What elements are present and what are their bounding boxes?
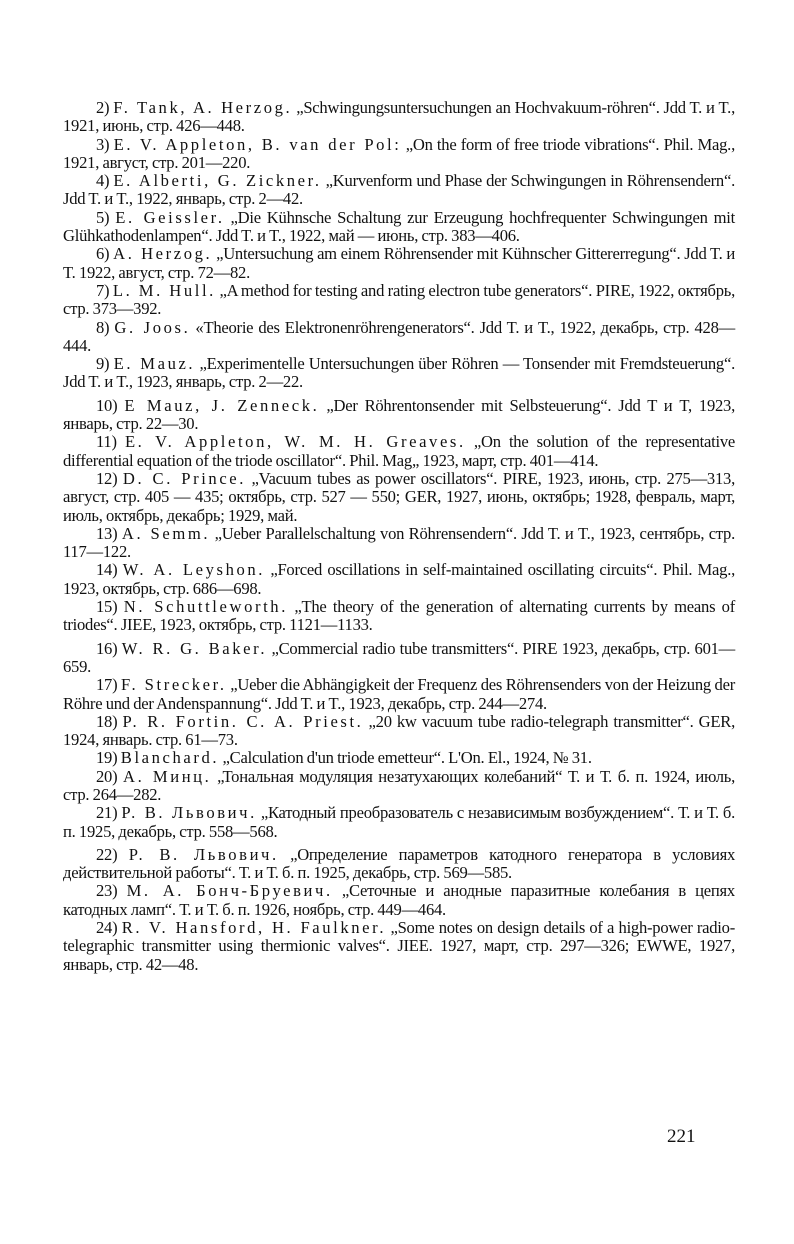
reference-author: W. A. Leyshon. (122, 560, 266, 580)
reference-author: Blanchard. (120, 748, 220, 768)
reference-text: „Определение параметров катодного генератора в условиях действительной работы“. Т. и Т. б. п. 1925, декабрь, стр. 569—585. (63, 844, 736, 883)
reference-number: 3) (96, 134, 110, 154)
reference-entry (63, 919, 735, 974)
reference-text: „Der Röhrentonsender mit Selbsteuerung“. Jdd T и T, 1923, январь, стр. 22—30. (63, 395, 735, 434)
reference-author: R. V. Hansford, H. Faulkner. (121, 918, 387, 938)
reference-author: P. R. Fortin. C. A. Priest. (122, 711, 364, 731)
reference-author: L. M. Hull. (112, 280, 216, 300)
reference-number: 4) (96, 171, 110, 191)
reference-author: G. Joos. (114, 317, 191, 337)
reference-entry (63, 713, 735, 750)
reference-entry (63, 525, 735, 562)
reference-entry (63, 640, 735, 677)
reference-author: D. C. Prince. (122, 468, 247, 488)
reference-number: 20) (96, 766, 118, 786)
reference-text: „Ueber die Abhängigkeit der Frequenz des Röhrensenders von der Heizung der Röhre und der Andenspannung“. Jdd T. и T., 1923, декабрь, стр. 244—274. (63, 675, 735, 713)
reference-author: F. Strecker. (120, 675, 227, 695)
reference-number: 11) (96, 432, 117, 452)
reference-entry (63, 433, 735, 470)
reference-text: „Calculation d'un triode emetteur“. L'On. El., 1924, № 31. (222, 748, 592, 768)
reference-number: 23) (96, 881, 118, 901)
reference-number: 24) (96, 918, 118, 938)
reference-text: „On the form of free triode vibrations“. Phil. Mag., 1921, август, стр. 201—220. (63, 134, 735, 172)
reference-entry (63, 598, 735, 635)
reference-text: „Forced oscillations in self-maintained oscillating circuits“. Phil. Mag., 1923, октябрь, стр. 686—698. (63, 560, 735, 598)
reference-text: „Сеточные и анодные паразитные колебания в цепях катодных ламп“. Т. и Т. б. п. 1926, ноябрь, стр. 449—464. (63, 881, 735, 919)
reference-text: „Commercial radio tube transmitters“. PIRE 1923, декабрь, стр. 601—659. (63, 638, 736, 676)
reference-author: F. Tank, A. Herzog. (113, 98, 293, 117)
reference-author: М. А. Бонч-Бруевич. (126, 881, 333, 901)
reference-author: E. V. Appleton, W. M. H. Greaves. (124, 432, 466, 452)
reference-number: 19) (96, 748, 118, 768)
reference-text: „Ueber Parallelschaltung von Röhrensendern“. Jdd T. и T., 1923, сентябрь, стр. 117—122. (63, 523, 735, 562)
reference-number: 15) (96, 597, 118, 617)
reference-number: 16) (96, 638, 118, 658)
reference-author: E. Geissler. (115, 207, 225, 227)
reference-number: 6) (96, 244, 110, 264)
reference-text: „A method for testing and rating electron tube generators“. PIRE, 1922, октябрь, стр. 373—392. (63, 280, 735, 319)
reference-entry (63, 676, 735, 713)
reference-text: «Theorie des Elektronenröhrengenerators“. Jdd T. и T., 1922, декабрь, стр. 428—444. (63, 317, 735, 355)
reference-number: 9) (96, 354, 110, 374)
reference-author: Р. В. Львович. (121, 803, 257, 823)
reference-text: „Schwingungsuntersuchungen an Hochvakuum-röhren“. Jdd T. и T., 1921, июнь, стр. 426—448. (63, 98, 735, 136)
reference-text: „Some notes on design details of a high-power radio-telegraphic transmitter using thermionic valves“. JIEE. 1927, март, стр. 297—326; EWWE, 1927, январь, стр. 42—48. (63, 918, 735, 974)
reference-number: 7) (96, 280, 110, 300)
reference-entry (63, 768, 735, 805)
reference-text: „Untersuchung am einem Röhrensender mit Kühnscher Gittererregung“. Jdd T. и T. 1922, август, стр. 72—82. (63, 244, 735, 282)
reference-text: „Тональная модуляция незатухающих колебаний“ Т. и Т. б. п. 1924, июль, стр. 264—282. (63, 766, 736, 804)
reference-entry (63, 804, 735, 841)
reference-text: „20 kw vacuum tube radio-telegraph transmitter“. GER, 1924, январь. стр. 61—73. (63, 711, 735, 750)
reference-entry (63, 172, 735, 209)
reference-number: 17) (96, 675, 118, 695)
reference-entry (63, 882, 735, 919)
reference-entry (63, 209, 735, 246)
reference-number: 10) (96, 395, 118, 415)
reference-entry (63, 136, 735, 173)
reference-author: A. Semm. (121, 523, 211, 543)
reference-author: A. Herzog. (113, 244, 213, 264)
reference-author: E. V. Appleton, B. van der Pol: (113, 134, 402, 154)
reference-entry (63, 846, 735, 883)
reference-entry (63, 470, 735, 525)
reference-author: Р. В. Львович. (128, 844, 279, 864)
reference-number: 14) (96, 560, 118, 580)
reference-author: E Mauz, J. Zenneck. (124, 395, 320, 415)
reference-author: W. R. G. Baker. (121, 638, 268, 658)
reference-entry (63, 282, 735, 319)
reference-number: 5) (96, 207, 110, 227)
reference-text: „On the solution of the representative differential equation of the triode oscillator“. Phil. Mag„ 1923, март, стр. 401—414. (63, 432, 735, 470)
reference-author: E. Mauz. (113, 354, 196, 374)
reference-entry (63, 749, 735, 767)
reference-text: „Vacuum tubes as power oscillators“. PIRE, 1923, июнь, стр. 275—313, август, стр. 405 — 435; октябрь, стр. 527 — 550; GER, 1927, июнь, октябрь; 1928, февраль, март, июль, октябрь, декабрь; 1929, май. (63, 468, 735, 525)
reference-author: А. Минц. (123, 766, 212, 786)
reference-number: 2) (96, 98, 110, 117)
reference-number: 12) (96, 468, 118, 488)
reference-text: „Experimentelle Untersuchungen über Röhren — Tonsender mit Fremdsteuerung“. Jdd T. и T., 1923, январь, стр. 2—22. (63, 354, 735, 392)
reference-list (63, 99, 735, 974)
reference-entry (63, 319, 735, 356)
reference-text: „Kurvenform und Phase der Schwingungen in Röhrensendern“. Jdd T. и T., 1922, январь, стр. 2—42. (63, 171, 735, 209)
reference-entry (63, 561, 735, 598)
reference-author: N. Schuttleworth. (123, 597, 288, 617)
reference-author: E. Alberti, G. Zickner. (113, 171, 322, 191)
reference-text: „The theory of the generation of alternating currents by means of triodes“. JIEE, 1923, октябрь, стр. 1121—1133. (63, 597, 735, 635)
page-number: 221 (667, 1126, 696, 1147)
reference-entry (63, 245, 735, 282)
reference-entry (63, 397, 735, 434)
reference-number: 8) (96, 317, 110, 337)
reference-number: 22) (96, 844, 118, 864)
reference-entry (63, 99, 735, 136)
reference-number: 18) (96, 711, 118, 731)
reference-text: „Катодный преобразователь с независимым возбуждением“. Т. и Т. б. п. 1925, декабрь, стр. 558—568. (63, 803, 735, 841)
reference-number: 13) (96, 523, 118, 543)
reference-entry (63, 355, 735, 392)
reference-text: „Die Kühnsche Schaltung zur Erzeugung hochfrequenter Schwingungen mit Glühkathodenlampen“. Jdd T. и T., 1922, май — июнь, стр. 383—406. (63, 207, 735, 246)
reference-number: 21) (96, 803, 118, 823)
